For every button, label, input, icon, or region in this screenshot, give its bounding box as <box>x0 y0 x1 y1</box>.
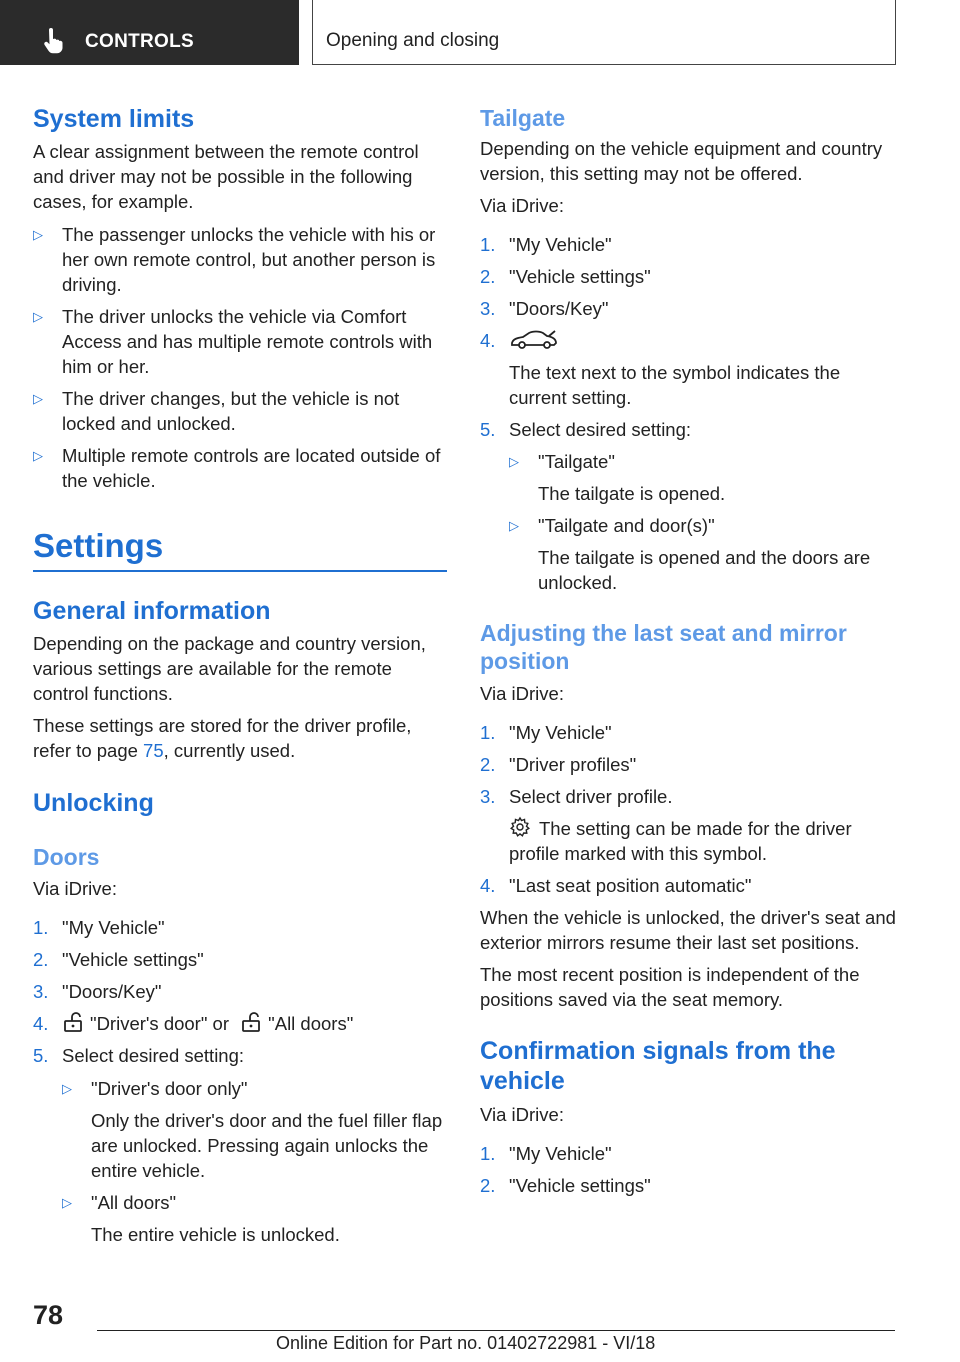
header-chapter-box <box>312 0 896 65</box>
list-item: 2. "Vehicle settings" <box>480 1175 651 1196</box>
system-limits-intro: A clear assignment between the remote control and driver may not be possible in the following cases, for example. <box>33 141 419 212</box>
unlock-icon <box>240 1011 262 1033</box>
page-link[interactable]: 75 <box>143 740 164 761</box>
list-item: 3. "Doors/Key" <box>480 298 609 319</box>
list-item: 3. Select driver profile. <box>480 786 673 807</box>
list-item: 4. "Driver's door" or "All doors" <box>33 1013 354 1034</box>
bullet-triangle-icon: ▷ <box>62 1195 72 1210</box>
list-item: 1. "My Vehicle" <box>480 1143 612 1164</box>
list-item: ▷ The driver unlocks the vehicle via Comfort Access and has multiple remote controls with him or her. <box>33 306 433 377</box>
bullet-triangle-icon: ▷ <box>33 391 43 406</box>
option-description: Only the driver's door and the fuel filler flap are unlocked. Pressing again unlocks the entire vehicle. <box>91 1110 443 1181</box>
list-item: 1. "My Vehicle" <box>480 722 612 743</box>
footer-divider <box>97 1330 895 1331</box>
list-item: ▷ "Tailgate and door(s)" <box>509 515 715 536</box>
unlocking-heading: Unlocking <box>33 789 154 817</box>
bullet-triangle-icon: ▷ <box>509 518 519 533</box>
list-item: 5. Select desired setting: <box>33 1045 245 1066</box>
confirmation-signals-heading: Confirmation signals from the vehicle <box>480 1037 836 1095</box>
list-item: ▷ The passenger unlocks the vehicle with his or her own remote control, but another person is driving. <box>33 224 436 295</box>
doors-via: Via iDrive: <box>33 878 117 899</box>
step-description: The text next to the symbol indicates the current setting. <box>509 362 841 408</box>
system-limits-heading: System limits <box>33 105 195 133</box>
header-category: CONTROLS <box>85 31 195 52</box>
gear-profile-icon <box>509 816 531 838</box>
general-information-heading: General information <box>33 597 271 625</box>
car-tailgate-icon <box>509 328 559 350</box>
option-description: The entire vehicle is unlocked. <box>91 1224 340 1245</box>
list-item: ▷ "All doors" <box>62 1192 177 1213</box>
settings-divider <box>33 570 447 572</box>
tailgate-via: Via iDrive: <box>480 195 564 216</box>
confirm-via: Via iDrive: <box>480 1104 564 1125</box>
seat-text: When the vehicle is unlocked, the driver's seat and exterior mirrors resume their last set positions. <box>480 907 896 953</box>
list-item: 5. Select desired setting: <box>480 419 692 440</box>
list-item: 2. "Vehicle settings" <box>480 266 651 287</box>
page-number: 78 <box>33 1300 64 1330</box>
header-chapter: Opening and closing <box>326 30 500 51</box>
general-information-text: Depending on the package and country version, various settings are available for the remote control functions. <box>33 633 426 704</box>
tailgate-heading: Tailgate <box>480 105 566 131</box>
seat-position-heading: Adjusting the last seat and mirror position <box>480 620 847 674</box>
hand-pointer-icon <box>40 28 66 54</box>
list-item: ▷ "Tailgate" <box>509 451 615 472</box>
bullet-triangle-icon: ▷ <box>33 448 43 463</box>
list-item: 1. "My Vehicle" <box>33 917 165 938</box>
seat-via: Via iDrive: <box>480 683 564 704</box>
list-item: 2. "Vehicle settings" <box>33 949 204 970</box>
seat-memory-text: The most recent position is independent of the positions saved via the seat memory. <box>480 964 860 1010</box>
unlock-icon <box>62 1011 84 1033</box>
list-item: 4. <box>480 328 900 353</box>
bullet-triangle-icon: ▷ <box>62 1081 72 1096</box>
list-item: 3. "Doors/Key" <box>33 981 162 1002</box>
bullet-triangle-icon: ▷ <box>33 227 43 242</box>
list-item: 4. "Last seat position automatic" <box>480 875 752 896</box>
list-item: 2. "Driver profiles" <box>480 754 637 775</box>
header-category-tab <box>0 0 299 65</box>
footer-edition: Online Edition for Part no. 01402722981 - VI/18 <box>276 1333 656 1353</box>
settings-heading: Settings <box>33 527 164 564</box>
option-description: The tailgate is opened. <box>538 483 726 504</box>
right-column <box>480 100 900 1198</box>
bullet-triangle-icon: ▷ <box>509 454 519 469</box>
list-item: ▷ "Driver's door only" <box>62 1078 248 1099</box>
bullet-triangle-icon: ▷ <box>33 309 43 324</box>
list-item: ▷ Multiple remote controls are located outside of the vehicle. <box>33 445 441 491</box>
doors-heading: Doors <box>33 844 100 870</box>
left-column <box>33 100 447 1247</box>
list-item: ▷ The driver changes, but the vehicle is not locked and unlocked. <box>33 388 400 434</box>
list-item: 1. "My Vehicle" <box>480 234 612 255</box>
step-description: The setting can be made for the driver profile marked with this symbol. <box>509 818 852 864</box>
general-information-ref: These settings are stored for the driver profile, refer to page 75, currently used. <box>33 715 412 761</box>
option-description: The tailgate is opened and the doors are unlocked. <box>538 547 871 593</box>
tailgate-intro: Depending on the vehicle equipment and country version, this setting may not be offered. <box>480 138 883 184</box>
